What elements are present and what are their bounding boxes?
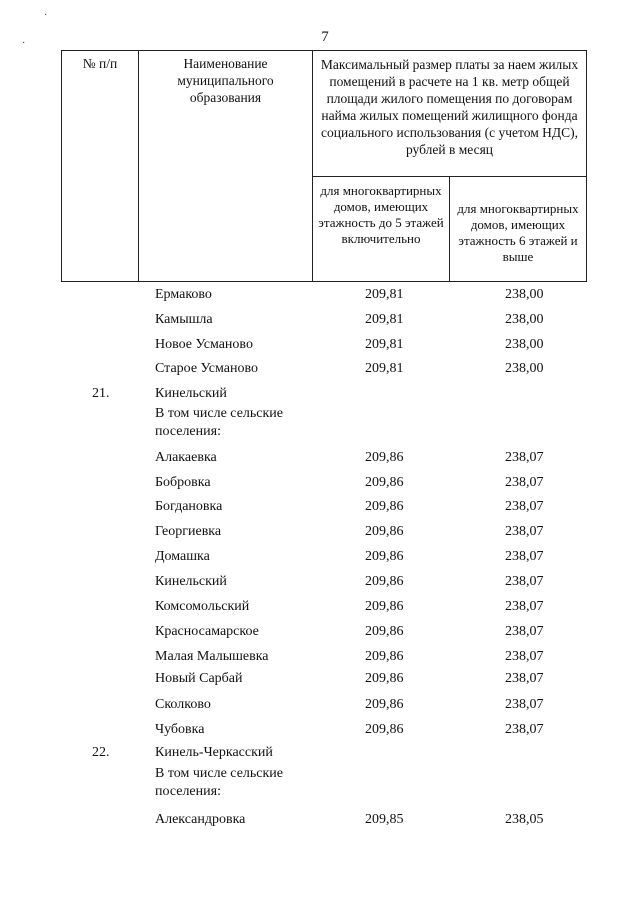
table-row bbox=[0, 549, 640, 569]
rent-6-floors-and-above: 238,07 bbox=[505, 499, 544, 514]
page-number: 7 bbox=[321, 29, 329, 45]
rent-up-to-5-floors: 209,85 bbox=[365, 812, 404, 827]
rent-6-floors-and-above: 238,07 bbox=[505, 671, 544, 686]
rent-up-to-5-floors: 209,86 bbox=[365, 671, 404, 686]
table-row bbox=[0, 722, 640, 742]
rent-up-to-5-floors: 209,86 bbox=[365, 624, 404, 639]
municipality-name: поселения: bbox=[155, 424, 221, 439]
table-row bbox=[0, 574, 640, 594]
municipality-name: Ермаково bbox=[155, 287, 212, 302]
table-row bbox=[0, 406, 640, 426]
rent-table-header bbox=[61, 50, 587, 282]
rent-up-to-5-floors: 209,86 bbox=[365, 722, 404, 737]
rent-6-floors-and-above: 238,07 bbox=[505, 722, 544, 737]
rent-up-to-5-floors: 209,81 bbox=[365, 312, 404, 327]
table-row bbox=[0, 784, 640, 804]
municipality-name: Комсомольский bbox=[155, 599, 250, 614]
table-row bbox=[0, 450, 640, 470]
rent-6-floors-and-above: 238,07 bbox=[505, 649, 544, 664]
scan-speck: · bbox=[22, 38, 26, 49]
table-row bbox=[0, 287, 640, 307]
rent-up-to-5-floors: 209,86 bbox=[365, 649, 404, 664]
municipality-name: Камышла bbox=[155, 312, 213, 327]
table-row bbox=[0, 697, 640, 717]
rent-6-floors-and-above: 238,07 bbox=[505, 697, 544, 712]
municipality-name: Богдановка bbox=[155, 499, 223, 514]
header-municipality: Наименование муниципального образования bbox=[139, 51, 313, 282]
table-row bbox=[0, 599, 640, 619]
municipality-name: В том числе сельские bbox=[155, 406, 284, 421]
municipality-name: Домашка bbox=[155, 549, 210, 564]
municipality-name: Старое Усманово bbox=[155, 361, 258, 376]
rent-up-to-5-floors: 209,86 bbox=[365, 549, 404, 564]
rent-6-floors-and-above: 238,07 bbox=[505, 524, 544, 539]
table-row bbox=[0, 475, 640, 495]
table-row bbox=[0, 624, 640, 644]
rent-6-floors-and-above: 238,05 bbox=[505, 812, 544, 827]
municipality-name: Кинельский bbox=[155, 386, 227, 401]
table-row bbox=[0, 649, 640, 669]
scan-speck: · bbox=[44, 10, 48, 21]
rent-6-floors-and-above: 238,07 bbox=[505, 549, 544, 564]
rent-6-floors-and-above: 238,00 bbox=[505, 337, 544, 352]
municipality-name: Сколково bbox=[155, 697, 211, 712]
table-row bbox=[0, 745, 640, 765]
rent-6-floors-and-above: 238,07 bbox=[505, 574, 544, 589]
table-row bbox=[0, 424, 640, 444]
rent-6-floors-and-above: 238,07 bbox=[505, 624, 544, 639]
municipality-name: Малая Малышевка bbox=[155, 649, 269, 664]
rent-6-floors-and-above: 238,07 bbox=[505, 450, 544, 465]
rent-6-floors-and-above: 238,07 bbox=[505, 475, 544, 490]
table-row bbox=[0, 312, 640, 332]
rent-6-floors-and-above: 238,07 bbox=[505, 599, 544, 614]
municipality-name: Красносамарское bbox=[155, 624, 259, 639]
municipality-name: Кинельский bbox=[155, 574, 227, 589]
municipality-name: Бобровка bbox=[155, 475, 211, 490]
table-row bbox=[0, 337, 640, 357]
row-number: 22. bbox=[92, 745, 110, 760]
table-row bbox=[0, 524, 640, 544]
rent-up-to-5-floors: 209,86 bbox=[365, 524, 404, 539]
rent-up-to-5-floors: 209,86 bbox=[365, 475, 404, 490]
rent-6-floors-and-above: 238,00 bbox=[505, 287, 544, 302]
rent-up-to-5-floors: 209,86 bbox=[365, 599, 404, 614]
header-number: № п/п bbox=[62, 51, 139, 282]
table-row bbox=[0, 499, 640, 519]
rent-6-floors-and-above: 238,00 bbox=[505, 312, 544, 327]
table-row bbox=[0, 671, 640, 691]
municipality-name: поселения: bbox=[155, 784, 221, 799]
table-row bbox=[0, 812, 640, 832]
header-6-floors-and-above: для многоквартирных домов, имеющих этажность 6 этажей и выше bbox=[450, 177, 587, 282]
rent-up-to-5-floors: 209,86 bbox=[365, 450, 404, 465]
header-max-rent: Максимальный размер платы за наем жилых помещений в расчете на 1 кв. метр общей площади жилого помещения по договорам найма жилых помещений жилищного фонда социального использования (с учетом НДС), рублей в месяц bbox=[313, 51, 587, 177]
municipality-name: Алакаевка bbox=[155, 450, 217, 465]
municipality-name: Чубовка bbox=[155, 722, 205, 737]
municipality-name: Новое Усманово bbox=[155, 337, 253, 352]
rent-up-to-5-floors: 209,86 bbox=[365, 697, 404, 712]
municipality-name: Георгиевка bbox=[155, 524, 222, 539]
rent-up-to-5-floors: 209,86 bbox=[365, 574, 404, 589]
rent-up-to-5-floors: 209,81 bbox=[365, 361, 404, 376]
row-number: 21. bbox=[92, 386, 110, 401]
municipality-name: Кинель-Черкасский bbox=[155, 745, 273, 760]
header-up-to-5-floors: для многоквартирных домов, имеющих этажность до 5 этажей включительно bbox=[313, 177, 450, 282]
municipality-name: Александровка bbox=[155, 812, 246, 827]
table-row bbox=[0, 361, 640, 381]
municipality-name: В том числе сельские bbox=[155, 766, 284, 781]
rent-6-floors-and-above: 238,00 bbox=[505, 361, 544, 376]
municipality-name: Новый Сарбай bbox=[155, 671, 243, 686]
table-row bbox=[0, 386, 640, 406]
rent-up-to-5-floors: 209,81 bbox=[365, 287, 404, 302]
rent-up-to-5-floors: 209,81 bbox=[365, 337, 404, 352]
rent-up-to-5-floors: 209,86 bbox=[365, 499, 404, 514]
table-row bbox=[0, 766, 640, 786]
